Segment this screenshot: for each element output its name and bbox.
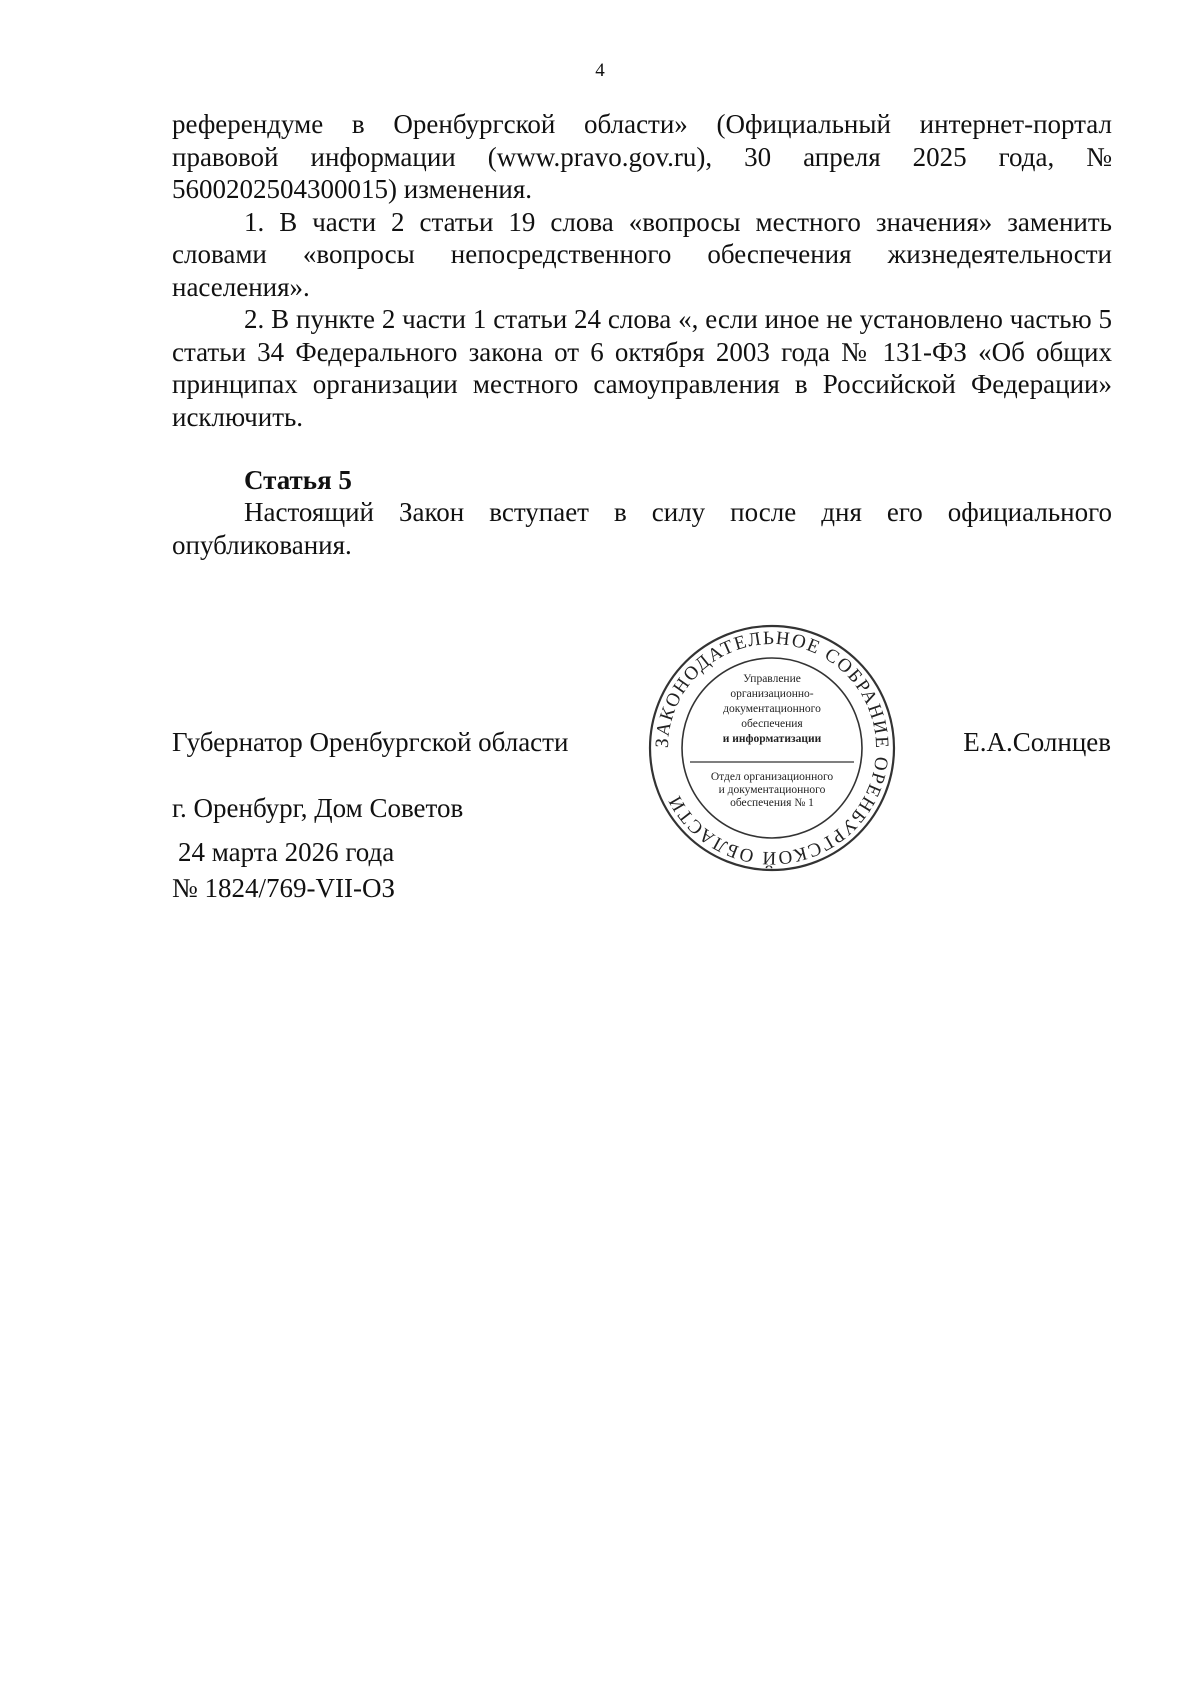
article-paragraph: Настоящий Закон вступает в силу после дня его официального опубликования. (172, 497, 1112, 560)
signatory-name: Е.А.Солнцев (963, 727, 1111, 757)
svg-text:Отдел организационного: Отдел организационного (710, 771, 834, 783)
document-body (172, 108, 1112, 433)
signing-date: 24 марта 2026 года (178, 837, 395, 867)
body-paragraph: 2. В пункте 2 части 1 статьи 24 слова «, если иное не установлено частью 5 статьи 34 Федерального закона от 6 октября 2003 года № 131-ФЗ «Об общих принципах организации местного самоуправления в Российской Федерации» исключить. (172, 304, 1112, 432)
body-paragraph: референдуме в Оренбургской области» (Официальный интернет-портал правовой информации (www.pravo.gov.ru), 30 апреля 2025 года, № 5600202504300015) изменения. (172, 109, 1112, 204)
signing-place: г. Оренбург, Дом Советов (172, 793, 464, 823)
svg-text:организационно-: организационно- (730, 688, 814, 700)
body-paragraph: 1. В части 2 статьи 19 слова «вопросы местного значения» заменить словами «вопросы непосредственного обеспечения жизнедеятельности населения». (172, 206, 1112, 302)
svg-text:и информатизации: и информатизации (722, 733, 822, 745)
seal-inner-text (711, 673, 834, 809)
article-text (172, 496, 1112, 562)
svg-text:и документационного: и документационного (718, 784, 826, 796)
signatory-title: Губернатор Оренбургской области (172, 727, 569, 757)
page-number: 4 (595, 60, 605, 81)
article-heading: Статья 5 (244, 465, 352, 495)
svg-text:Управление: Управление (743, 673, 801, 685)
svg-text:документационного: документационного (723, 703, 821, 715)
law-number: № 1824/769-VII-ОЗ (172, 873, 396, 903)
svg-text:обеспечения № 1: обеспечения № 1 (730, 797, 814, 809)
seal-outer-text: ЗАКОНОДАТЕЛЬНОЕ СОБРАНИЕ ОРЕНБУРГСКОЙ ОБЛАСТИ (651, 627, 893, 869)
svg-text:обеспечения: обеспечения (741, 718, 803, 730)
official-seal (646, 622, 898, 874)
